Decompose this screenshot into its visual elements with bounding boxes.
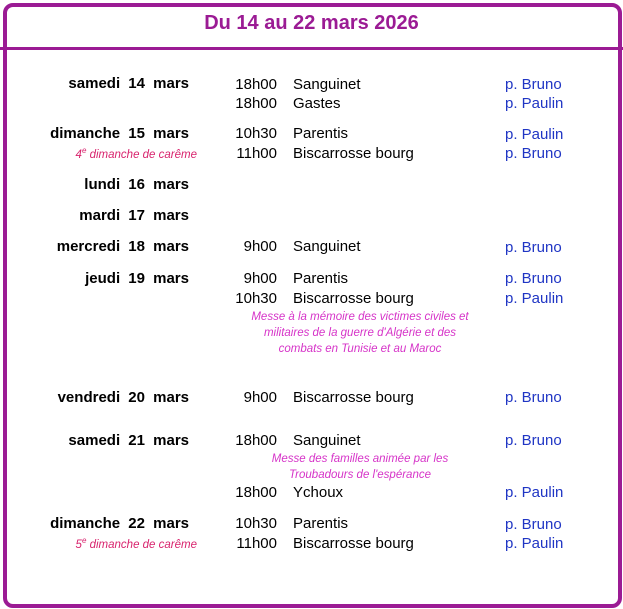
mass-time: 10h30: [235, 290, 277, 307]
mass-priest: p. Paulin: [505, 95, 564, 112]
mass-priest: p. Bruno: [505, 432, 562, 449]
day-label: mercredi 18 mars: [56, 238, 189, 255]
mass-time: 11h00: [236, 535, 277, 552]
day-label: jeudi 19 mars: [85, 270, 189, 287]
page-title: Du 14 au 22 mars 2026: [204, 12, 419, 34]
mass-priest: p. Bruno: [505, 239, 562, 256]
mass-time: 18h00: [235, 432, 277, 449]
mass-time: 10h30: [235, 125, 277, 142]
day-label: samedi 14 mars: [68, 75, 189, 92]
day-label: mardi 17 mars: [79, 207, 189, 224]
mass-time: 18h00: [235, 76, 277, 93]
mass-place: Sanguinet: [293, 76, 361, 93]
mass-place: Gastes: [293, 95, 341, 112]
mass-note: Messe à la mémoire des victimes civiles et militaires de la guerre d'Algérie et des combats en Tunisie et au Maroc: [251, 311, 469, 355]
day-label: lundi 16 mars: [84, 176, 189, 193]
mass-priest: p. Bruno: [505, 270, 562, 287]
mass-place: Ychoux: [293, 484, 344, 501]
mass-place: Parentis: [293, 125, 349, 142]
day-label: samedi 21 mars: [68, 432, 189, 449]
mass-time: 11h00: [236, 145, 277, 162]
mass-time: 18h00: [235, 484, 277, 501]
liturgy-note: 5e dimanche de carême: [75, 536, 197, 551]
mass-priest: p. Bruno: [505, 389, 562, 406]
day-label: dimanche 22 mars: [50, 515, 189, 532]
mass-time: 9h00: [243, 270, 277, 287]
mass-place: Biscarrosse bourg: [293, 535, 414, 552]
mass-place: Sanguinet: [293, 432, 361, 449]
mass-time: 9h00: [243, 238, 277, 255]
mass-priest: p. Paulin: [505, 484, 564, 501]
mass-time: 18h00: [235, 95, 277, 112]
mass-place: Parentis: [293, 515, 349, 532]
mass-priest: p. Paulin: [505, 535, 564, 552]
mass-priest: p. Bruno: [505, 76, 562, 93]
day-label: dimanche 15 mars: [50, 125, 189, 142]
mass-place: Biscarrosse bourg: [293, 145, 414, 162]
mass-priest: p. Paulin: [505, 290, 564, 307]
title-divider: [0, 47, 623, 50]
mass-place: Biscarrosse bourg: [293, 290, 414, 307]
mass-priest: p. Bruno: [505, 145, 562, 162]
mass-time: 10h30: [235, 515, 277, 532]
liturgy-note: 4e dimanche de carême: [75, 146, 197, 161]
mass-time: 9h00: [243, 389, 277, 406]
mass-place: Biscarrosse bourg: [293, 389, 414, 406]
mass-priest: p. Bruno: [505, 516, 562, 533]
mass-priest: p. Paulin: [505, 126, 564, 143]
mass-place: Sanguinet: [293, 238, 361, 255]
day-label: vendredi 20 mars: [57, 389, 189, 406]
mass-note: Messe des familles animée par les Troubadours de l'espérance: [271, 453, 449, 481]
mass-place: Parentis: [293, 270, 349, 287]
